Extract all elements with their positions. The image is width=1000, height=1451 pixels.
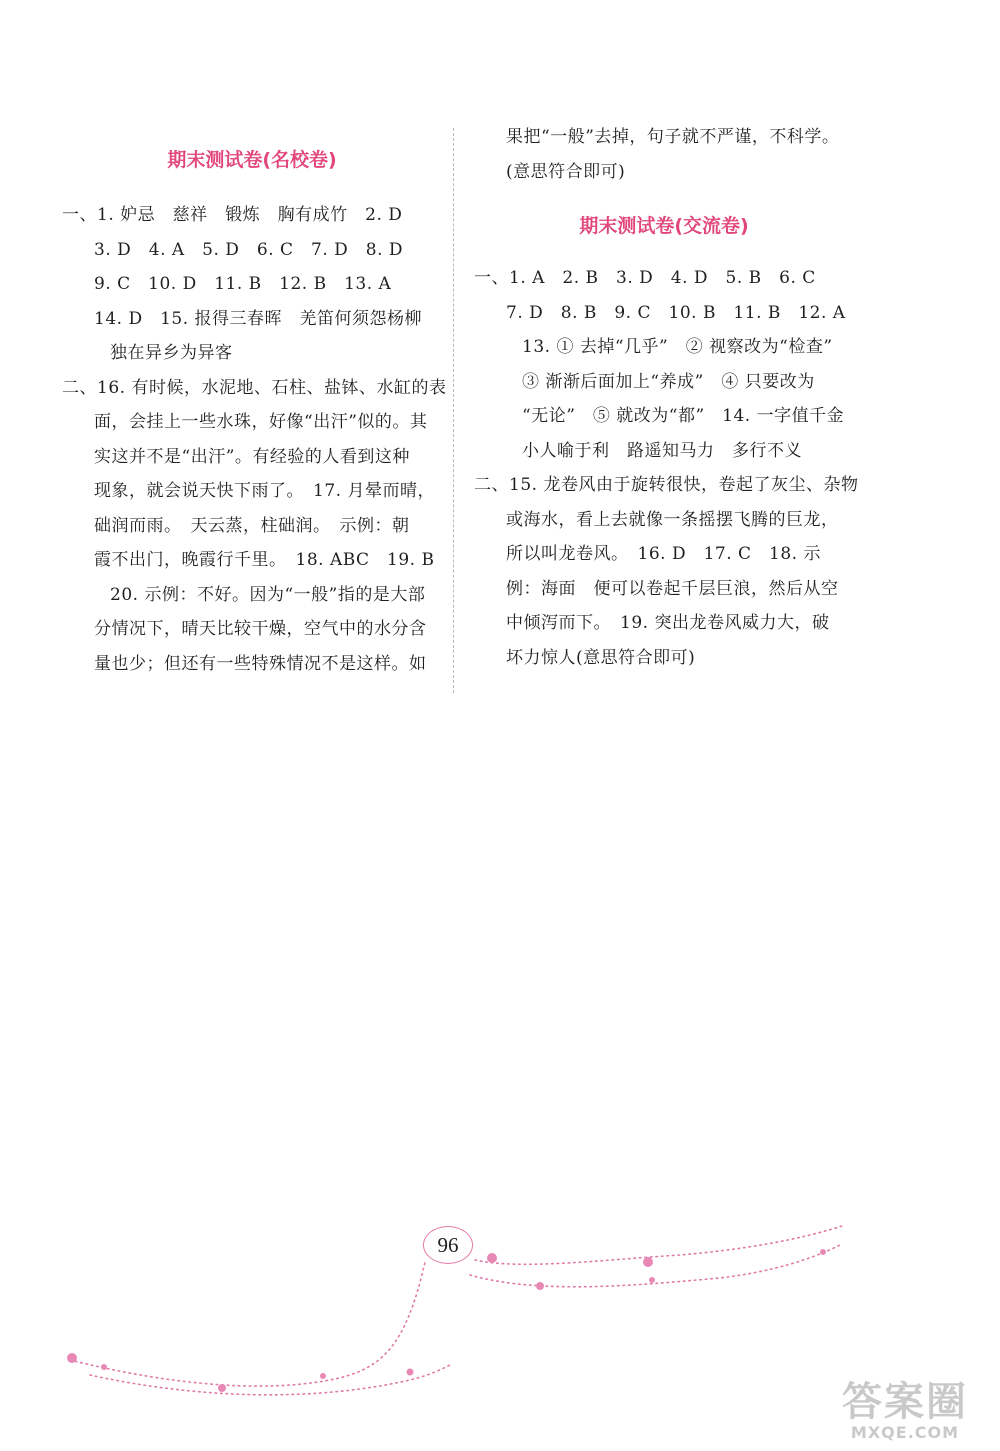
- pink-dot: [407, 1369, 414, 1376]
- dotted-swirl-left: [70, 1262, 425, 1386]
- pink-dot: [218, 1384, 226, 1392]
- text-line: “无论” ⑤ 就改为“都” 14. 一字值千金: [522, 406, 845, 426]
- text-line: 所以叫龙卷风。 16. D 17. C 18. 示: [506, 544, 821, 564]
- pink-dot: [487, 1253, 497, 1263]
- text-line: (意思符合即可): [506, 161, 626, 182]
- text-line: 或海水，看上去就像一条摇摆飞腾的巨龙，: [506, 509, 839, 530]
- text-line: 20. 示例：不好。因为“一般”指的是大部: [110, 584, 426, 605]
- text-line: 实这并不是“出汗”。有经验的人看到这种: [94, 446, 410, 467]
- dotted-swirl-right: [475, 1225, 845, 1264]
- text-line: 面，会挂上一些水珠，好像“出汗”似的。其: [94, 412, 428, 432]
- text-line: 分情况下，晴天比较干燥，空气中的水分含: [94, 619, 427, 639]
- text-line: 中倾泻而下。 19. 突出龙卷风威力大，破: [506, 613, 830, 633]
- column-divider: [453, 128, 454, 693]
- dotted-swirl-right-lower: [470, 1245, 840, 1287]
- pink-dots: [67, 1249, 826, 1392]
- watermark-logo: [820, 1380, 990, 1446]
- pink-dot: [820, 1249, 826, 1255]
- text-line: 坏力惊人(意思符合即可): [506, 647, 696, 668]
- section-title-mingxiao: 期末测试卷(名校卷): [167, 149, 337, 171]
- pink-dot: [536, 1282, 544, 1290]
- text-line: 一、1. A 2. B 3. D 4. D 5. B 6. C: [474, 268, 816, 288]
- text-line: ③ 渐渐后面加上“养成” ④ 只要改为: [522, 371, 815, 392]
- text-line: 小人喻于利 路遥知马力 多行不义: [522, 440, 802, 461]
- text-line: 二、16. 有时候，水泥地、石柱、盐钵、水缸的表: [62, 377, 447, 398]
- pink-dot: [643, 1257, 653, 1267]
- text-line: 独在异乡为异客: [110, 343, 233, 363]
- text-line: 3. D 4. A 5. D 6. C 7. D 8. D: [94, 239, 404, 260]
- left-column: [62, 140, 447, 681]
- text-line: 13. ① 去掉“几乎” ② 视察改为“检查”: [522, 337, 833, 357]
- watermark-url: MXQE.COM: [850, 1423, 960, 1442]
- dotted-swirl-left-lower: [90, 1365, 450, 1395]
- text-line: 7. D 8. B 9. C 10. B 11. B 12. A: [506, 302, 846, 323]
- text-line: 量也少；但还有一些特殊情况不是这样。如: [94, 653, 427, 674]
- pink-dot: [320, 1373, 326, 1379]
- text-line: 例：海面 便可以卷起千层巨浪，然后从空: [506, 578, 839, 599]
- text-line: 果把“一般”去掉，句子就不严谨，不科学。: [506, 127, 840, 147]
- section-title-jiaoliu: 期末测试卷(交流卷): [579, 215, 749, 237]
- text-line: 二、15. 龙卷风由于旋转很快，卷起了灰尘、杂物: [474, 475, 859, 495]
- page-number: 96: [423, 1226, 473, 1264]
- text-line: 础润而雨。 天云蒸，柱础润。 示例：朝: [94, 515, 410, 536]
- text-line: 一、1. 妒忌 慈祥 锻炼 胸有成竹 2. D: [62, 205, 403, 225]
- text-line: 14. D 15. 报得三春晖 羌笛何须怨杨柳: [94, 308, 423, 329]
- right-column: [474, 120, 859, 675]
- watermark-text: 答案圈: [842, 1379, 968, 1425]
- pink-dot: [101, 1364, 107, 1370]
- text-line: 霞不出门，晚霞行千里。 18. ABC 19. B: [94, 550, 435, 570]
- text-line: 现象，就会说天快下雨了。 17. 月晕而晴，: [94, 481, 435, 501]
- pink-dot: [649, 1277, 655, 1283]
- pink-dot: [67, 1353, 77, 1363]
- text-line: 9. C 10. D 11. B 12. B 13. A: [94, 274, 392, 294]
